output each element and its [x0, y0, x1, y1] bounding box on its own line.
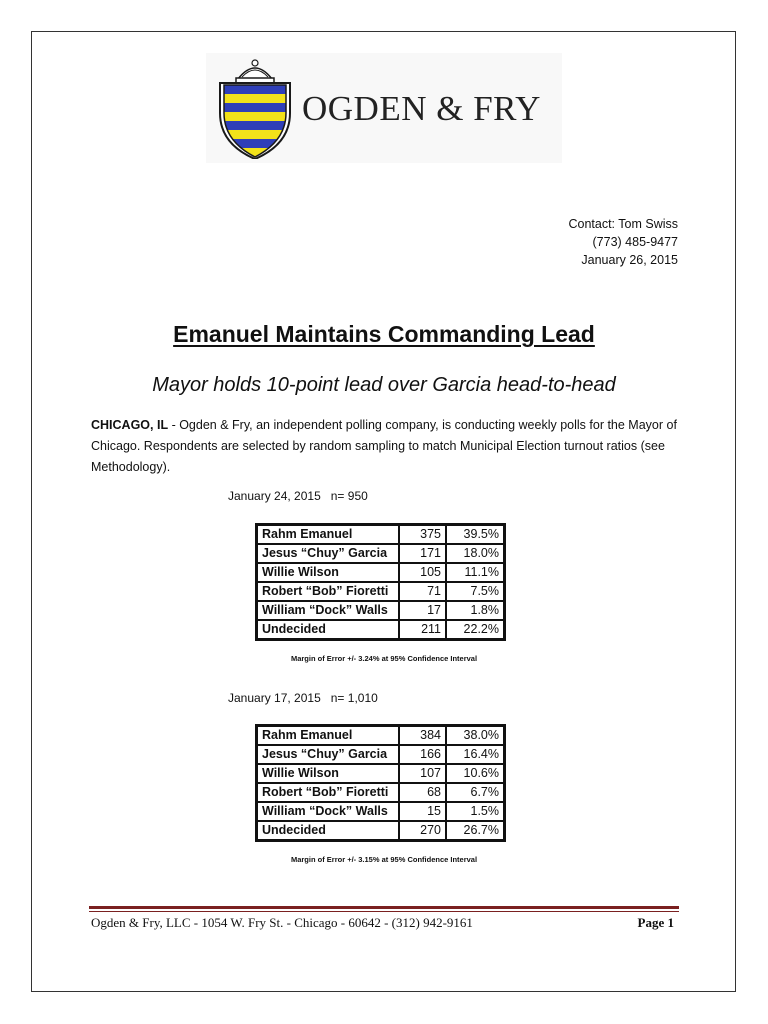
- table-row: [257, 620, 504, 639]
- release-date: January 26, 2015: [581, 253, 678, 267]
- candidate-name: Robert “Bob” Fioretti: [257, 783, 399, 802]
- footer-rule-thin: [89, 911, 679, 912]
- poll-caption: [228, 489, 368, 503]
- vote-percent: 6.7%: [446, 783, 504, 802]
- table-row: [257, 745, 504, 764]
- vote-percent: 38.0%: [446, 726, 504, 745]
- vote-count: 211: [399, 620, 446, 639]
- vote-count: 375: [399, 525, 446, 544]
- brand-name: OGDEN & FRY: [302, 89, 541, 128]
- vote-percent: 22.2%: [446, 620, 504, 639]
- intro-paragraph: [91, 415, 683, 478]
- poll-sample-size: n= 950: [330, 489, 368, 503]
- vote-count: 171: [399, 544, 446, 563]
- poll-date: January 24, 2015: [228, 489, 321, 503]
- candidate-name: Willie Wilson: [257, 563, 399, 582]
- page-border: [31, 31, 736, 992]
- vote-count: 166: [399, 745, 446, 764]
- page-title: Emanuel Maintains Commanding Lead: [173, 321, 595, 347]
- vote-percent: 11.1%: [446, 563, 504, 582]
- candidate-name: Undecided: [257, 821, 399, 840]
- poll-caption: [228, 691, 378, 705]
- table-row: [257, 601, 504, 620]
- vote-percent: 26.7%: [446, 821, 504, 840]
- candidate-name: Undecided: [257, 620, 399, 639]
- table-row: [257, 726, 504, 745]
- intro-text: - Ogden & Fry, an independent polling company, is conducting weekly polls for the Mayor of Chicago. Respondents are selected by random sampling to match Municipal Election turnout ratios (see Methodology).: [91, 418, 677, 474]
- company-logo: [206, 53, 562, 163]
- table-row: [257, 783, 504, 802]
- candidate-name: Willie Wilson: [257, 764, 399, 783]
- vote-count: 107: [399, 764, 446, 783]
- table-row: [257, 582, 504, 601]
- vote-count: 105: [399, 563, 446, 582]
- vote-percent: 7.5%: [446, 582, 504, 601]
- contact-name: Contact: Tom Swiss: [568, 217, 678, 231]
- table-row: [257, 802, 504, 821]
- vote-percent: 1.5%: [446, 802, 504, 821]
- table-row: [257, 525, 504, 544]
- poll-table: [255, 523, 506, 641]
- vote-count: 71: [399, 582, 446, 601]
- vote-percent: 39.5%: [446, 525, 504, 544]
- candidate-name: Jesus “Chuy” Garcia: [257, 745, 399, 764]
- footer-rule: [89, 906, 679, 909]
- candidate-name: Rahm Emanuel: [257, 525, 399, 544]
- vote-count: 17: [399, 601, 446, 620]
- vote-percent: 16.4%: [446, 745, 504, 764]
- vote-percent: 1.8%: [446, 601, 504, 620]
- contact-phone: (773) 485-9477: [592, 235, 678, 249]
- subheadline: Mayor holds 10-point lead over Garcia head-to-head: [152, 374, 616, 396]
- poll-date: January 17, 2015: [228, 691, 321, 705]
- table-row: [257, 563, 504, 582]
- dateline: CHICAGO, IL: [91, 418, 169, 432]
- margin-of-error-note: Margin of Error +/- 3.15% at 95% Confidence Interval: [290, 855, 478, 864]
- table-row: [257, 544, 504, 563]
- candidate-name: Robert “Bob” Fioretti: [257, 582, 399, 601]
- vote-percent: 18.0%: [446, 544, 504, 563]
- vote-count: 15: [399, 802, 446, 821]
- poll-sample-size: n= 1,010: [330, 691, 378, 705]
- vote-count: 270: [399, 821, 446, 840]
- candidate-name: Rahm Emanuel: [257, 726, 399, 745]
- poll-table: [255, 724, 506, 842]
- contact-block: [568, 215, 678, 269]
- footer-address: Ogden & Fry, LLC - 1054 W. Fry St. - Chicago - 60642 - (312) 942-9161: [91, 915, 473, 930]
- candidate-name: William “Dock” Walls: [257, 601, 399, 620]
- vote-percent: 10.6%: [446, 764, 504, 783]
- table-row: [257, 764, 504, 783]
- vote-count: 384: [399, 726, 446, 745]
- margin-of-error-note: Margin of Error +/- 3.24% at 95% Confidence Interval: [290, 654, 478, 663]
- candidate-name: Jesus “Chuy” Garcia: [257, 544, 399, 563]
- vote-count: 68: [399, 783, 446, 802]
- table-row: [257, 821, 504, 840]
- crest-icon: [216, 55, 294, 159]
- candidate-name: William “Dock” Walls: [257, 802, 399, 821]
- page-number: Page 1: [637, 915, 674, 930]
